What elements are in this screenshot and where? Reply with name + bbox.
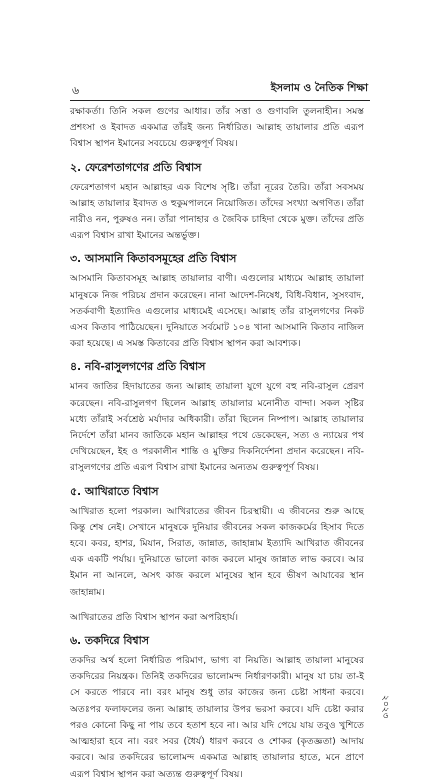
section-paragraph: আখিরাত হলো পরকাল। আখিরাতের জীবন চিরস্থায়ী। এ জীবনের শুরু আছে কিন্তু শেষ নেই। সেখানে মানুষকে দুনিয়ার জীবনের সকল কাজকর্মের হিসাব দিতে হবে। কবর, হাশর, মিযান, সিরাত, জান্নাত, জাহান্নাম ইত্যাদি আখিরাত জীবনের এক একটি পর্যায়। দুনিয়াতে ভালো কাজ করলে মানুষ জান্নাত লাভ করবে। আর ইমান না আনলে, অসৎ কাজ করলে মানুষের স্থান হবে ভীষণ আযাবের স্থান জাহান্নাম।	[70, 505, 364, 598]
section-paragraph: তকদির অর্থ হলো নির্ধারিত পরিমাণ, ভাগ্য বা নিয়তি। আল্লাহ তায়ালা মানুষের তকদিরের নিয়ন্ত্রক। তিনিই তকদিরের ভালোমন্দ নির্ধারণকারী। মানুষ যা চায় তা-ই সে করতে পারবে না। বরং মানুষ শুধু তার কাজের জন্য চেষ্টা সাধনা করবে। অতঃপর ফলাফলের জন্য আল্লাহ তায়ালার উপর ভরসা করবে। যদি চেষ্টা করার পরও কোনো কিছু না পায় তবে হতাশ হবে না। আর যদি পেয়ে যায় তবুও খুশিতে আত্মহারা হবে না। বরং সবর (ধৈর্য) ধারণ করবে ও শোকর (কৃতজ্ঞতা) আদায় করবে। আর তকদিরের ভালোমন্দ একমাত্র আল্লাহ তায়ালার হাতে, মনে প্রাণে এরূপ বিশ্বাস স্থাপন করা অত্যন্ত গুরুত্বপূর্ণ বিষয়।	[70, 655, 364, 780]
side-code-text: ২০২৩	[380, 695, 390, 719]
section-paragraph: মানব জাতির হিদায়াতের জন্য আল্লাহ তায়ালা যুগে যুগে বহু নবি-রাসুল প্রেরণ করেছেন। নবি-রাসুলগণ ছিলেন আল্লাহ তায়ালার মনোনীত বান্দা। সকল সৃষ্টির মধ্যে তাঁরাই সর্বশ্রেষ্ঠ মর্যাদার অধিকারী। তাঁরা ছিলেন নিষ্পাপ। আল্লাহ তায়ালার নির্দেশে তাঁরা মানব জাতিকে মহান আল্লাহর পথে ডেকেছেন, সত্য ও ন্যায়ের পথ দেখিয়েছেন, ইহ ও পরকালীন শান্তি ও মুক্তির দিকনির্দেশনা প্রদান করেছেন। নবি-রাসুলগণের প্রতি এরূপ বিশ্বাস রাখা ইমানের অন্যতম গুরুত্বপূর্ণ বিষয়।	[70, 381, 364, 474]
section-divine-books	[70, 251, 364, 352]
section-paragraph: আসমানি কিতাবসমূহ আল্লাহ তায়ালার বাণী। এগুলোর মাধ্যমে আল্লাহ তায়ালা মানুষকে নিজ পরিচয় প্রদান করেছেন। নানা আদেশ-নিষেধ, বিধি-বিধান, সুসংবাদ, সতর্কবাণী ইত্যাদিও এগুলোর মাধ্যমেই এসেছে। আল্লাহ তাঁর রাসুলগণের নিকট এসব কিতাব পাঠিয়েছেন। দুনিয়াতে সর্বমোট ১০৪ খানা আসমানি কিতাব নাজিল করা হয়েছে। এ সমস্ত কিতাবের প্রতি বিশ্বাস স্থাপন করা আবশ্যক।	[70, 273, 364, 350]
section-heading: ২. ফেরেশতাগণের প্রতি বিশ্বাস	[70, 160, 202, 174]
book-title: ইসলাম ও নৈতিক শিক্ষা	[270, 82, 368, 94]
section-angels	[70, 160, 364, 245]
header-divider	[70, 100, 370, 101]
intro-paragraph: রক্ষাকর্তা। তিনি সকল গুণের আধার। তাঁর সত্তা ও গুণাবলি তুলনাহীন। সমস্ত প্রশংসা ও ইবাদত একমাত্র তাঁরই জন্য নির্ধারিত। আল্লাহ তায়ালার প্রতি এরূপ বিশ্বাস স্থাপন ইমানের সবচেয়ে গুরুত্বপূর্ণ বিষয়।	[70, 106, 364, 150]
section-heading: ৫. আখিরাতে বিশ্বাস	[70, 484, 159, 498]
section-destiny	[70, 633, 364, 783]
section-paragraph: আখিরাতের প্রতি বিশ্বাস স্থাপন করা অপরিহার্য।	[70, 611, 238, 623]
page-number: ৬	[72, 84, 80, 97]
page-body	[70, 104, 364, 783]
section-heading: ৪. নবি-রাসুলগণের প্রতি বিশ্বাস	[70, 360, 206, 374]
section-heading: ৬. তকদিরে বিশ্বাস	[70, 634, 149, 648]
section-paragraph: ফেরেশতাগণ মহান আল্লাহর এক বিশেষ সৃষ্টি। তাঁরা নূরের তৈরি। তাঁরা সবসময় আল্লাহ তায়ালার ইবাদত ও হুকুমপালনে নিয়োজিত। তাঁদের সংখ্যা অগণিত। তাঁরা নারীও নন, পুরুষও নন। তাঁরা পানাহার ও জৈবিক চাহিদা থেকে মুক্ত। তাঁদের প্রতি এরূপ বিশ্বাস রাখা ইমানের অন্তর্ভুক্ত।	[70, 181, 364, 242]
section-prophets	[70, 359, 364, 476]
section-heading: ৩. আসমানি কিতাবসমূহের প্রতি বিশ্বাস	[70, 252, 237, 266]
side-code	[379, 695, 395, 741]
section-hereafter	[70, 484, 364, 626]
page-header	[0, 80, 432, 100]
